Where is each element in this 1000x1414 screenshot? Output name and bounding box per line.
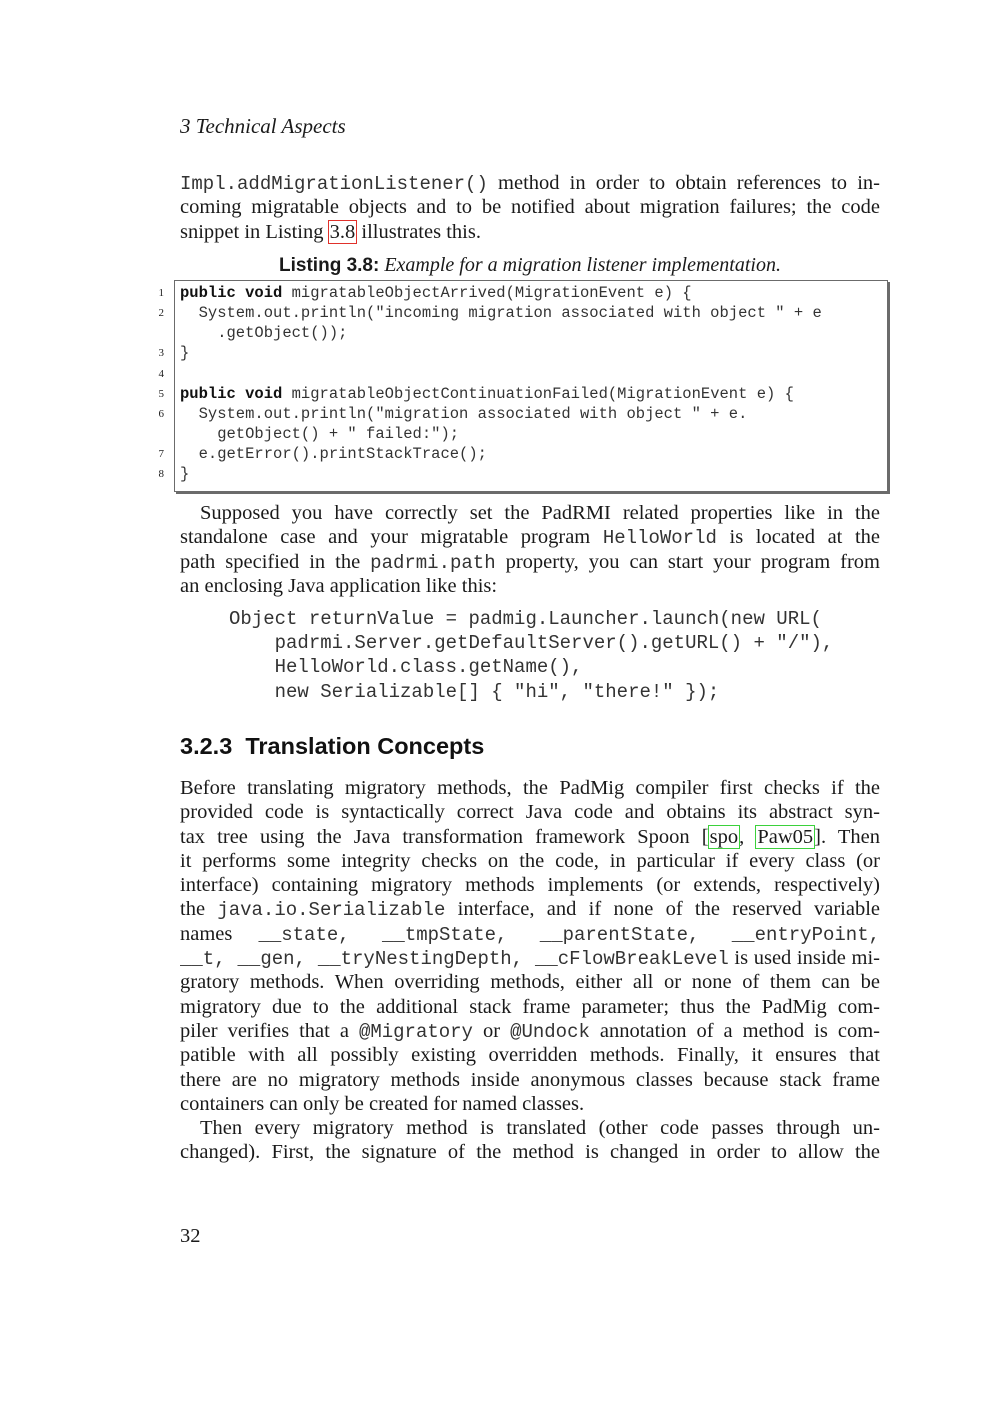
code-block-line: HelloWorld.class.getName(),	[229, 656, 583, 678]
code-line: public void migratableObjectContinuationFailed(MigrationEvent e) {	[180, 385, 794, 403]
inline-code: padrmi.path	[370, 551, 496, 574]
line-number: 8	[158, 468, 164, 480]
text-line: Then every migratory method is translated (other code passes through un-	[200, 1117, 880, 1139]
inline-code: @Undock	[510, 1020, 590, 1043]
code-line: .getObject());	[180, 324, 348, 342]
translation-paragraph	[180, 776, 880, 1116]
inline-code: Impl.addMigrationListener()	[180, 173, 488, 195]
listing-label: Listing 3.8:	[279, 255, 380, 276]
code-block-line: padrmi.Server.getDefaultServer().getURL() + "/"),	[229, 632, 834, 654]
code-line: }	[180, 465, 190, 483]
text-line: gratory methods. When overriding methods, either all or none of them can be	[180, 971, 880, 994]
code-line: e.getError().printStackTrace();	[180, 445, 487, 463]
text-line: it performs some integrity checks on the code, in particular if every class (or	[180, 849, 880, 872]
text-line: patible with all possibly existing overridden methods. Finally, it ensures that	[180, 1044, 880, 1067]
section-number: 3.2.3	[180, 733, 233, 759]
citation-link[interactable]: Paw05	[757, 825, 814, 848]
text-line: path specified in the padrmi.path property, you can start your program from	[180, 550, 880, 574]
code-line: }	[180, 344, 190, 362]
text-line: changed). First, the signature of the method is changed in order to allow the	[180, 1141, 880, 1164]
launcher-paragraph	[180, 501, 880, 598]
listing-reference-link[interactable]: 3.8	[329, 220, 356, 243]
inline-code: __state, __tmpState, __parentState, __entryPoint,	[258, 923, 880, 946]
text-line: Before translating migratory methods, the PadMig compiler first checks if the	[180, 777, 880, 799]
text-line: the java.io.Serializable interface, and if none of the reserved variable	[180, 898, 880, 922]
text-line: names __state, __tmpState, __parentState, __entryPoint,	[180, 922, 880, 946]
code-block-line: new Serializable[] { "hi", "there!" });	[229, 681, 720, 703]
inline-code: @Migratory	[358, 1020, 473, 1043]
running-head: 3 Technical Aspects	[180, 114, 346, 138]
text-line: interface) containing migratory methods implements (or extends, respectively)	[180, 874, 880, 897]
line-number: 1	[158, 287, 164, 299]
code-line: System.out.println("migration associated with object " + e.	[180, 405, 748, 423]
inline-code: java.io.Serializable	[217, 899, 446, 922]
text-line: provided code is syntactically correct Java code and obtains its abstract syn-	[180, 801, 880, 824]
section-title: Translation Concepts	[245, 733, 485, 759]
text-line: snippet in Listing 3.8 illustrates this.	[180, 220, 481, 243]
method-translation-paragraph	[180, 1116, 880, 1165]
inline-code: __t, __gen, __tryNestingDepth, __cFlowBreakLevel	[180, 948, 729, 971]
citation-link[interactable]: spo	[709, 825, 739, 848]
text-line: tax tree using the Java transformation framework Spoon [spo, Paw05]. Then	[180, 825, 880, 848]
text-line: migratory due to the additional stack frame parameter; thus the PadMig com-	[180, 995, 880, 1018]
text-line: Impl.addMigrationListener() method in order to obtain references to in-	[180, 172, 880, 195]
line-number: 7	[158, 448, 164, 460]
line-number: 5	[158, 388, 164, 400]
text-line: an enclosing Java application like this:	[180, 574, 498, 597]
section-heading	[180, 733, 484, 760]
code-line: public void migratableObjectArrived(MigrationEvent e) {	[180, 284, 692, 302]
line-number: 6	[158, 408, 164, 420]
text-line: containers can only be created for named classes.	[180, 1092, 585, 1115]
inline-code: HelloWorld	[602, 527, 717, 550]
code-line: getObject() + " failed:");	[180, 425, 460, 443]
code-line: System.out.println("incoming migration associated with object " + e	[180, 304, 822, 322]
listing-caption	[180, 254, 880, 277]
line-number: 3	[158, 347, 164, 359]
text-line: there are no migratory methods inside anonymous classes because stack frame	[180, 1068, 880, 1091]
text-line: coming migratable objects and to be notified about migration failures; the code	[180, 196, 880, 219]
line-number: 2	[158, 307, 164, 319]
text-line: piler verifies that a @Migratory or @Undock annotation of a method is com-	[180, 1019, 880, 1043]
code-block-line: Object returnValue = padmig.Launcher.launch(new URL(	[229, 608, 822, 630]
listing-caption-text: Example for a migration listener implementation.	[384, 254, 781, 276]
text-line: __t, __gen, __tryNestingDepth, __cFlowBreakLevel is used inside mi-	[180, 947, 880, 971]
text-line: standalone case and your migratable program HelloWorld is located at the	[180, 526, 880, 550]
line-number: 4	[158, 368, 164, 380]
intro-paragraph	[180, 171, 880, 244]
text-line: Supposed you have correctly set the PadRMI related properties like in the	[200, 502, 880, 524]
page-number: 32	[180, 1225, 201, 1247]
